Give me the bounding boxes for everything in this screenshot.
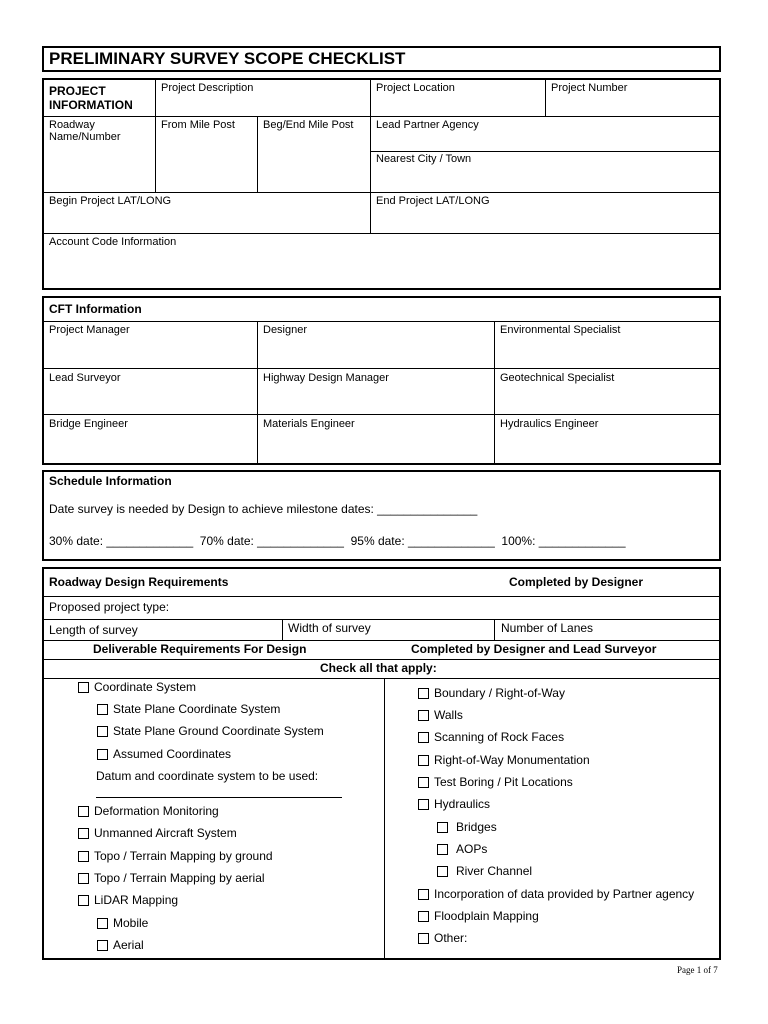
checkbox-state-plane[interactable]: State Plane Coordinate System (97, 702, 280, 716)
project-description-label: Project Description (161, 82, 254, 94)
checkbox-square-icon[interactable] (78, 828, 89, 839)
from-mile-label: From Mile Post (161, 119, 235, 131)
checkbox-coordinate-system[interactable]: Coordinate System (78, 680, 196, 694)
nearest-city-label: Nearest City / Town (376, 153, 472, 165)
schedule-heading: Schedule Information (49, 474, 172, 488)
checkbox-square-icon[interactable] (418, 777, 429, 788)
beg-end-mile-label: Beg/End Mile Post (263, 119, 354, 131)
checkbox-bridges[interactable]: Bridges (437, 820, 497, 834)
checkbox-test-boring[interactable]: Test Boring / Pit Locations (418, 775, 573, 789)
checkbox-square-icon[interactable] (418, 799, 429, 810)
checkbox-partner-data[interactable]: Incorporation of data provided by Partner agency (418, 887, 694, 901)
checkbox-square-icon[interactable] (418, 889, 429, 900)
checkbox-row-monumentation[interactable]: Right-of-Way Monumentation (418, 753, 590, 767)
checkbox-unmanned-aircraft[interactable]: Unmanned Aircraft System (78, 826, 237, 840)
materials-engineer-label: Materials Engineer (263, 418, 355, 430)
lead-surveyor-label: Lead Surveyor (49, 372, 121, 384)
project-info-box (42, 78, 721, 290)
checkbox-square-icon[interactable] (78, 873, 89, 884)
checkbox-square-icon[interactable] (418, 732, 429, 743)
checkbox-hydraulics[interactable]: Hydraulics (418, 797, 490, 811)
checkbox-topo-ground[interactable]: Topo / Terrain Mapping by ground (78, 849, 273, 863)
checkbox-square-icon[interactable] (437, 822, 448, 833)
bridge-engineer-label: Bridge Engineer (49, 418, 128, 430)
checkbox-aops[interactable]: AOPs (437, 842, 487, 856)
checkbox-topo-aerial[interactable]: Topo / Terrain Mapping by aerial (78, 871, 265, 885)
checkbox-square-icon[interactable] (418, 933, 429, 944)
checkbox-state-plane-ground[interactable]: State Plane Ground Coordinate System (97, 724, 324, 738)
checkbox-square-icon[interactable] (418, 911, 429, 922)
page-title: PRELIMINARY SURVEY SCOPE CHECKLIST (49, 49, 406, 68)
checkbox-square-icon[interactable] (78, 851, 89, 862)
lead-partner-label: Lead Partner Agency (376, 119, 479, 131)
checkbox-square-icon[interactable] (437, 844, 448, 855)
project-number-label: Project Number (551, 82, 628, 94)
checkbox-square-icon[interactable] (97, 704, 108, 715)
schedule-needed-text: Date survey is needed by Design to achieve milestone dates: _______________ (49, 502, 478, 516)
width-of-survey-label: Width of survey (288, 621, 371, 635)
project-type-label: Proposed project type: (49, 600, 170, 614)
checkbox-deformation-monitoring[interactable]: Deformation Monitoring (78, 804, 219, 818)
checkbox-river-channel[interactable]: River Channel (437, 864, 532, 878)
number-of-lanes-label: Number of Lanes (501, 621, 594, 635)
datum-entry-line[interactable] (96, 797, 342, 798)
checkbox-rock-faces[interactable]: Scanning of Rock Faces (418, 730, 564, 744)
check-all-label: Check all that apply: (320, 661, 437, 675)
checkbox-walls[interactable]: Walls (418, 708, 463, 722)
checkbox-floodplain[interactable]: Floodplain Mapping (418, 909, 539, 923)
highway-manager-label: Highway Design Manager (263, 372, 389, 384)
schedule-dates-text: 30% date: _____________ 70% date: _____________ 95% date: _____________ 100%: _____________ (49, 534, 626, 548)
length-of-survey-label: Length of survey (49, 623, 138, 637)
account-code-label: Account Code Information (49, 236, 177, 248)
checkbox-square-icon[interactable] (97, 749, 108, 760)
hydraulics-engineer-label: Hydraulics Engineer (500, 418, 599, 430)
geo-specialist-label: Geotechnical Specialist (500, 372, 615, 384)
end-latlong-label: End Project LAT/LONG (376, 195, 490, 207)
checkbox-square-icon[interactable] (418, 755, 429, 766)
project-manager-label: Project Manager (49, 324, 130, 336)
checkbox-square-icon[interactable] (418, 688, 429, 699)
checkbox-lidar-mapping[interactable]: LiDAR Mapping (78, 893, 178, 907)
project-location-label: Project Location (376, 82, 455, 94)
completed-by-both: Completed by Designer and Lead Surveyor (411, 642, 657, 656)
checkbox-boundary-row[interactable]: Boundary / Right-of-Way (418, 686, 565, 700)
checkbox-lidar-aerial[interactable]: Aerial (97, 938, 144, 952)
checkbox-other[interactable]: Other: (418, 931, 467, 945)
checkbox-square-icon[interactable] (418, 710, 429, 721)
roadway-heading: Roadway Design Requirements (49, 575, 229, 589)
env-specialist-label: Environmental Specialist (500, 324, 621, 336)
checkbox-lidar-mobile[interactable]: Mobile (97, 916, 148, 930)
datum-label: Datum and coordinate system to be used: (96, 769, 319, 783)
checkbox-square-icon[interactable] (97, 726, 108, 737)
roadway-label: Roadway Name/Number (49, 119, 121, 143)
deliverables-heading: Deliverable Requirements For Design (93, 642, 307, 656)
project-info-heading: PROJECT INFORMATION (49, 84, 133, 112)
cft-heading: CFT Information (49, 302, 142, 316)
designer-label: Designer (263, 324, 308, 336)
completed-by-designer: Completed by Designer (509, 575, 644, 589)
checkbox-square-icon[interactable] (437, 866, 448, 877)
checkbox-square-icon[interactable] (97, 918, 108, 929)
checkbox-square-icon[interactable] (78, 682, 89, 693)
checkbox-square-icon[interactable] (78, 806, 89, 817)
checkbox-square-icon[interactable] (97, 940, 108, 951)
checkbox-assumed-coordinates[interactable]: Assumed Coordinates (97, 747, 231, 761)
page-number: Page 1 of 7 (677, 965, 718, 975)
checkbox-square-icon[interactable] (78, 895, 89, 906)
begin-latlong-label: Begin Project LAT/LONG (49, 195, 172, 207)
